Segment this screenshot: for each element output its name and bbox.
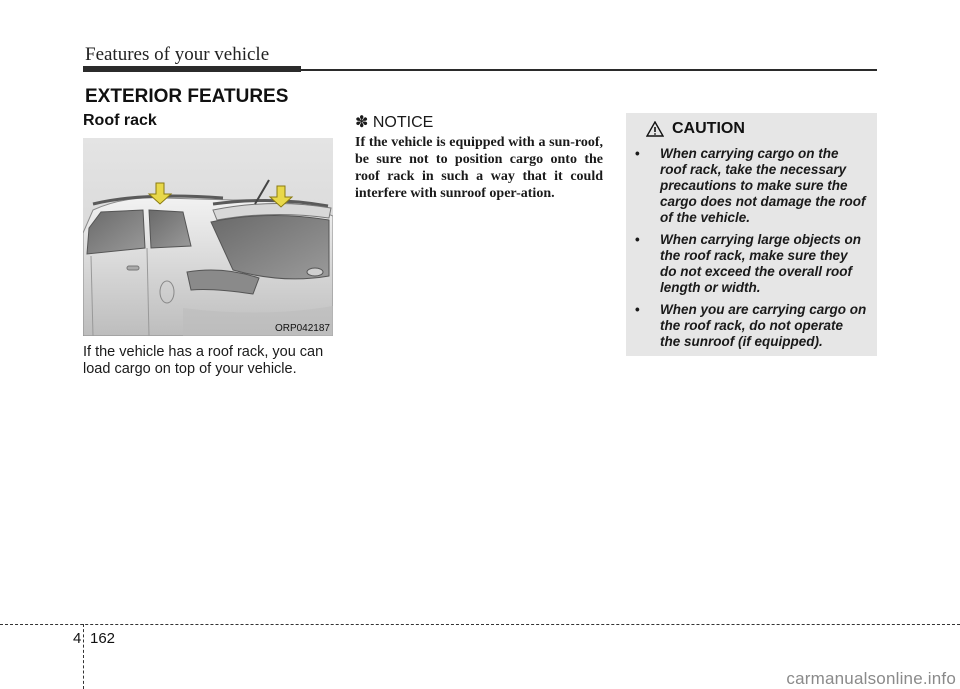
watermark: carmanualsonline.info bbox=[786, 669, 956, 688]
header-rule-thick bbox=[83, 66, 301, 72]
caution-header bbox=[646, 120, 745, 138]
car-rear-illustration bbox=[83, 138, 333, 336]
roof-rack-heading: Roof rack bbox=[83, 112, 157, 129]
page-number: 162 bbox=[90, 630, 116, 647]
warning-triangle-icon bbox=[646, 121, 664, 137]
caution-item bbox=[635, 302, 867, 350]
caution-item-text: When carrying large objects on the roof rack, make sure they do not exceed the overall roof length or width. bbox=[660, 232, 862, 295]
bullet-icon: • bbox=[635, 146, 640, 161]
notice-text: If the vehicle is equipped with a sun-roof, be sure not to position cargo onto the roof rack in such a way that it could interfere with sunroof oper-ation. bbox=[355, 135, 603, 201]
bullet-icon: • bbox=[635, 232, 640, 247]
caution-item-text: When you are carrying cargo on the roof rack, do not operate the sunroof (if equipped). bbox=[660, 302, 867, 349]
header-rule-thin bbox=[301, 69, 877, 71]
section-title: EXTERIOR FEATURES bbox=[85, 86, 289, 107]
caution-item bbox=[635, 146, 867, 226]
caution-list bbox=[635, 146, 867, 356]
footer-rule bbox=[0, 624, 960, 625]
caution-box bbox=[626, 113, 877, 356]
page-chapter: 4 bbox=[73, 630, 82, 647]
caution-title: CAUTION bbox=[672, 120, 745, 137]
footer-divider bbox=[83, 624, 84, 689]
figure-code: ORP042187 bbox=[274, 323, 330, 334]
roof-rack-illustration bbox=[83, 138, 333, 336]
notice-title: ✽ NOTICE bbox=[355, 114, 434, 131]
caution-item-text: When carrying cargo on the roof rack, take the necessary precautions to make sure the cargo does not damage the roof of the vehicle. bbox=[660, 146, 866, 225]
caution-item bbox=[635, 232, 867, 296]
page-header-title: Features of your vehicle bbox=[85, 44, 270, 65]
bullet-icon: • bbox=[635, 302, 640, 317]
roof-rack-body: If the vehicle has a roof rack, you can load cargo on top of your vehicle. bbox=[83, 344, 324, 377]
